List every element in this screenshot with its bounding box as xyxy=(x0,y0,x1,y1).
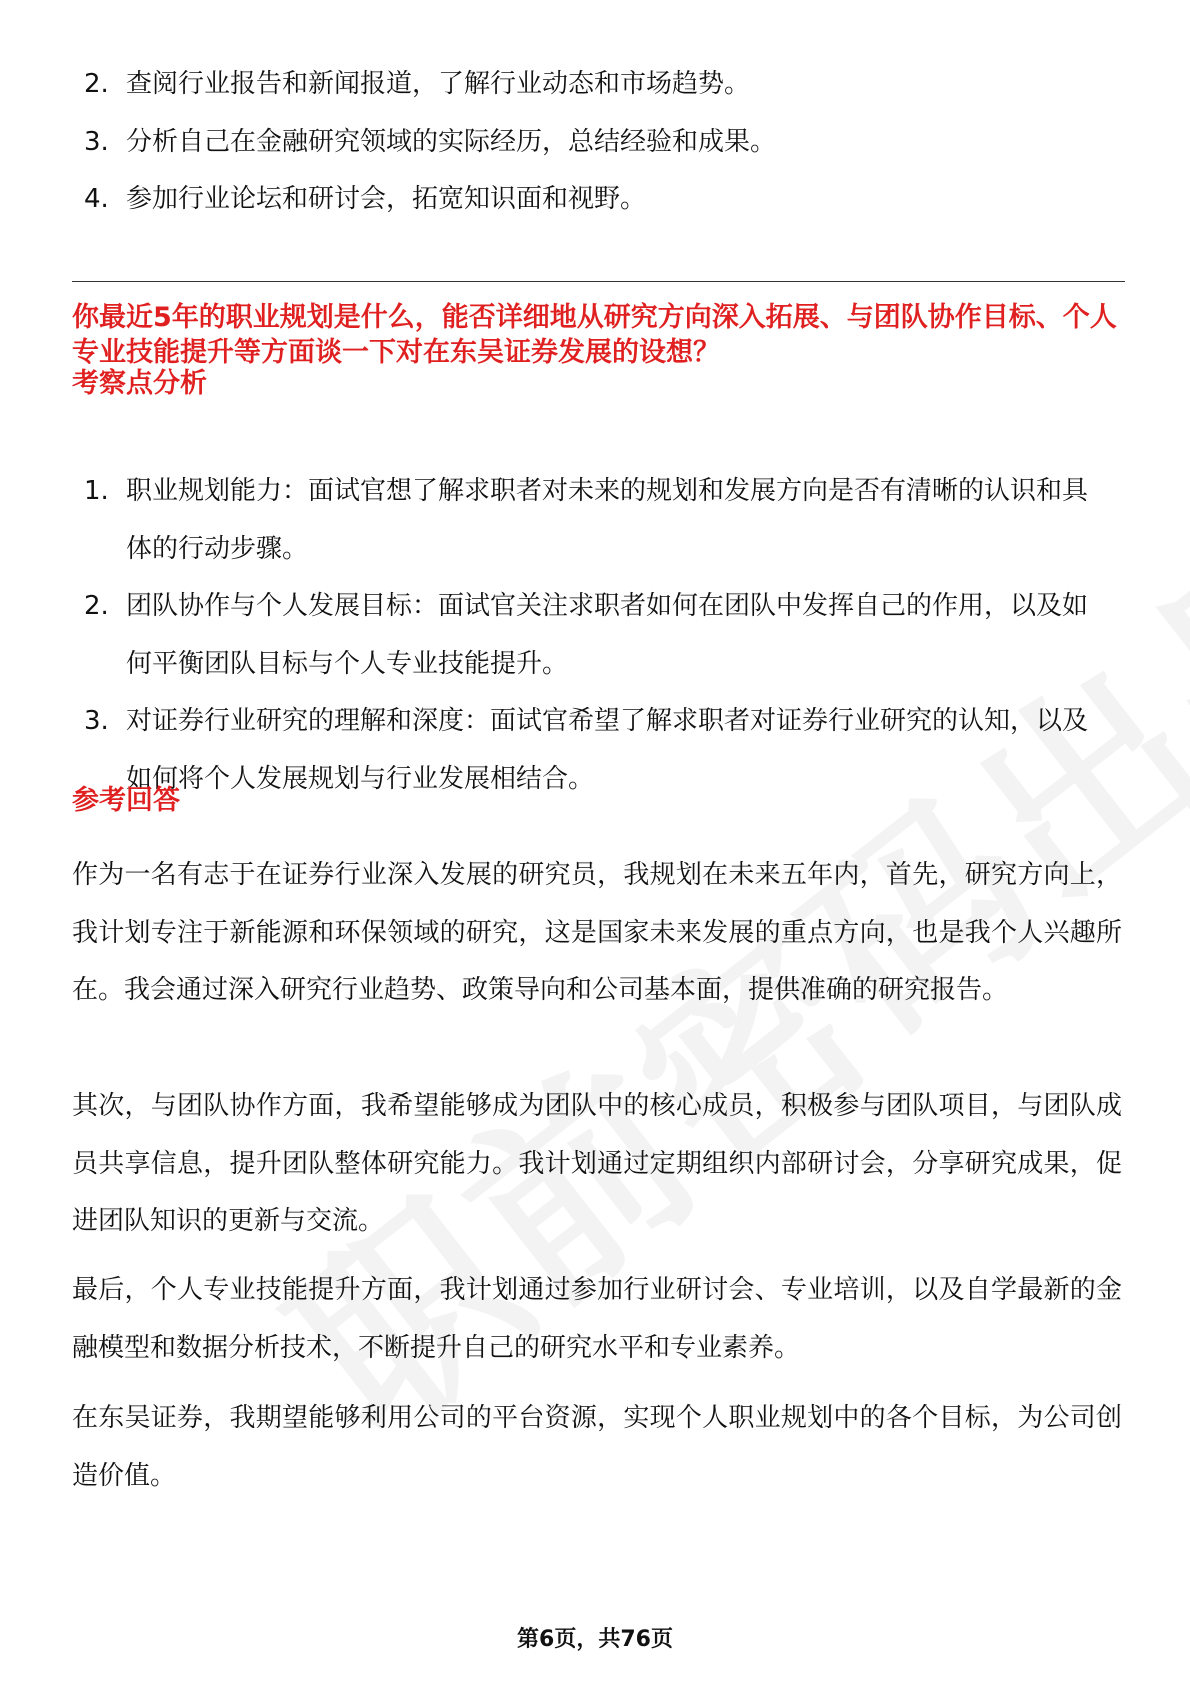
list-item-text: 查阅行业报告和新闻报道，了解行业动态和市场趋势。 xyxy=(126,69,751,99)
interview-question: 你最近5年的职业规划是什么，能否详细地从研究方向深入拓展、与团队协作目标、个人专业技能提升等方面谈一下对在东吴证券发展的设想？ xyxy=(72,302,1117,368)
analysis-list xyxy=(72,463,1112,808)
answer-heading: 参考回答 xyxy=(72,785,180,816)
list-item: 4. 参加行业论坛和研讨会，拓宽知识面和视野。 xyxy=(84,184,647,214)
list-item: 2. 查阅行业报告和新闻报道，了解行业动态和市场趋势。 xyxy=(84,69,751,99)
top-numbered-list xyxy=(72,56,1112,229)
list-item: 2. 团队协作与个人发展目标：面试官关注求职者如何在团队中发挥自己的作用，以及如何平衡团队目标与个人专业技能提升。 xyxy=(84,591,1089,679)
list-item-text: 团队协作与个人发展目标：面试官关注求职者如何在团队中发挥自己的作用，以及如何平衡团队目标与个人专业技能提升。 xyxy=(126,591,1089,679)
answer-paragraph-2: 其次，与团队协作方面，我希望能够成为团队中的核心成员，积极参与团队项目，与团队成员共享信息，提升团队整体研究能力。我计划通过定期组织内部研讨会，分享研究成果，促进团队知识的更新与交流。 xyxy=(72,1091,1122,1236)
list-item-text: 对证券行业研究的理解和深度：面试官希望了解求职者对证券行业研究的认知，以及如何将个人发展规划与行业发展相结合。 xyxy=(126,706,1089,794)
answer-paragraph-4: 在东吴证券，我期望能够利用公司的平台资源，实现个人职业规划中的各个目标，为公司创造价值。 xyxy=(72,1403,1122,1491)
list-item-text: 职业规划能力：面试官想了解求职者对未来的规划和发展方向是否有清晰的认识和具体的行动步骤。 xyxy=(126,476,1089,564)
list-item-text: 参加行业论坛和研讨会，拓宽知识面和视野。 xyxy=(126,184,647,214)
section-divider xyxy=(72,281,1125,282)
list-item: 1. 职业规划能力：面试官想了解求职者对未来的规划和发展方向是否有清晰的认识和具体的行动步骤。 xyxy=(84,476,1089,564)
page-number: 第6页，共76页 xyxy=(517,1627,673,1652)
list-item-text: 分析自己在金融研究领域的实际经历，总结经验和成果。 xyxy=(126,126,777,157)
list-item: 3. 对证券行业研究的理解和深度：面试官希望了解求职者对证券行业研究的认知，以及如何将个人发展规划与行业发展相结合。 xyxy=(84,706,1089,794)
answer-paragraph-1: 作为一名有志于在证券行业深入发展的研究员，我规划在未来五年内，首先，研究方向上，我计划专注于新能源和环保领域的研究，这是国家未来发展的重点方向，也是我个人兴趣所在。我会通过深入研究行业趋势、政策导向和公司基本面，提供准确的研究报告。 xyxy=(72,860,1122,1005)
answer-paragraph-3: 最后，个人专业技能提升方面，我计划通过参加行业研讨会、专业培训，以及自学最新的金融模型和数据分析技术，不断提升自己的研究水平和专业素养。 xyxy=(72,1275,1122,1363)
list-item: 3. 分析自己在金融研究领域的实际经历，总结经验和成果。 xyxy=(84,126,777,157)
analysis-heading: 考察点分析 xyxy=(72,368,207,399)
